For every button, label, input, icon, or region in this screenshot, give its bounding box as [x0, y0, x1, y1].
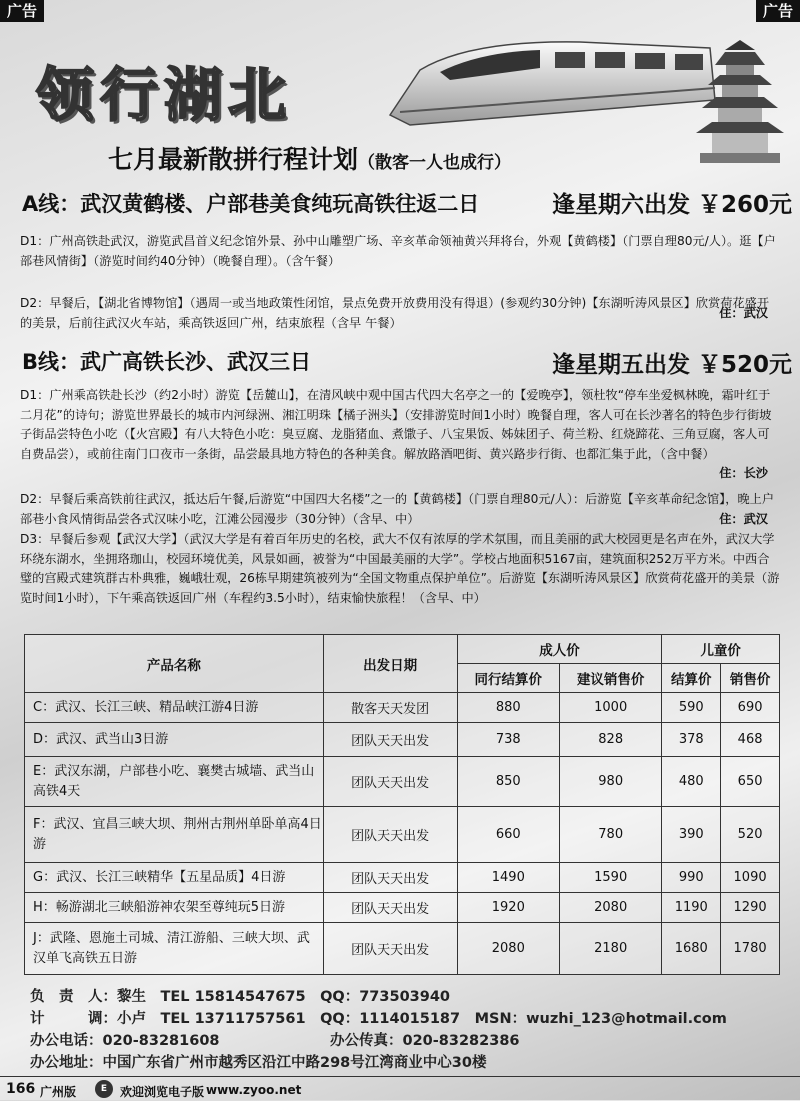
row-name: G：武汉、长江三峡精华【五星品质】4日游	[25, 863, 324, 893]
row-name: H：畅游湖北三峡船游神农架至尊纯玩5日游	[25, 893, 324, 923]
table-row	[25, 923, 780, 975]
row-name: C：武汉、长江三峡、精品峡江游4日游	[25, 693, 324, 723]
row-child-retail: 690	[721, 693, 780, 723]
row-child-settle: 590	[662, 693, 721, 723]
line-b-day1-text: D1：广州乘高铁赴长沙（约2小时）游览【岳麓山】，在清风峡中观中国古代四大名亭之一的【爱晚亭】，领杜牧“停车坐爱枫林晚，霜叶红于二月花”的诗句；游览世界最长的城市内河绿洲、湘江明珠【橘子洲头】（安排游览时间1小时）晚餐自理，客人可在长沙著名的特色步行街坡子街品尝特色小吃（【火宫殿】有八大特色小吃：臭豆腐、龙脂猪血、煮馓子、八宝果饭、姊妹团子、荷兰粉、红烧蹄花、三角豆腐，客人可自费品尝），或前往南门口夜市一条街，品尝最具地方特色的各种美食。解放路酒吧街、黄兴路步行街、也都汇集于此，（含中餐）	[20, 388, 772, 461]
row-adult-peer: 850	[457, 757, 559, 807]
subtitle-main: 七月最新散拼行程计划	[108, 145, 359, 174]
row-child-retail: 1090	[721, 863, 780, 893]
row-adult-retail: 1000	[560, 693, 662, 723]
row-date: 团队天天出发	[323, 923, 457, 975]
line-a-day1-stay: 住：武汉	[719, 306, 768, 320]
header-adult: 成人价	[457, 635, 662, 664]
row-date: 散客天天发团	[323, 693, 457, 723]
row-adult-retail: 980	[560, 757, 662, 807]
row-adult-retail: 1590	[560, 863, 662, 893]
row-adult-retail: 828	[560, 723, 662, 757]
header-child: 儿童价	[662, 635, 780, 664]
header-product: 产品名称	[25, 635, 324, 693]
header-adult-retail: 建议销售价	[560, 664, 662, 693]
header-adult-peer: 同行结算价	[457, 664, 559, 693]
line-b-depart: 逢星期五出发 ￥520元	[552, 352, 793, 378]
row-name: J：武隆、恩施土司城、清江游船、三峡大坝、武汉单飞高铁五日游	[25, 923, 324, 975]
line-a-day1-text: D1：广州高铁赴武汉，游览武昌首义纪念馆外景、孙中山雕塑广场、辛亥革命领袖黄兴拜将台，外观【黄鹤楼】（门票自理80元/人）。逛【户部巷风情街】（游览时间约40分钟）（晚餐自理）。（含午餐）	[20, 234, 776, 268]
header-date: 出发日期	[323, 635, 457, 693]
contact-office-address: 办公地址：中国广东省广州市越秀区沿江中路298号江湾商业中心30楼	[30, 1055, 487, 1071]
row-child-settle: 378	[662, 723, 721, 757]
row-name: E：武汉东湖，户部巷小吃、襄樊古城墙、武当山高铁4天	[25, 757, 324, 807]
line-a-day2-text: D2：早餐后，【湖北省博物馆】（遇周一或当地政策性闭馆，景点免费开放费用没有得退）(参观约30分钟)【东湖听涛风景区】欣赏荷花盛开的美景，后前往武汉火车站，乘高铁返回广州，结束旅程（含早 午餐）	[20, 296, 770, 330]
row-date: 团队天天出发	[323, 807, 457, 863]
row-adult-peer: 660	[457, 807, 559, 863]
row-adult-peer: 738	[457, 723, 559, 757]
row-child-settle: 390	[662, 807, 721, 863]
line-b-title: B线：武广高铁长沙、武汉三日	[22, 350, 312, 374]
high-speed-train-illustration	[380, 30, 740, 140]
row-name: D：武汉、武当山3日游	[25, 723, 324, 757]
line-a-day2	[20, 294, 780, 333]
line-b-day2-stay: 住：武汉	[719, 512, 768, 526]
table-row	[25, 723, 780, 757]
row-adult-peer: 880	[457, 693, 559, 723]
line-b-day2-text: D2：早餐后乘高铁前往武汉，抵达后午餐,后游览“中国四大名楼”之一的【黄鹤楼】（门票自理80元/人）：后游览【辛亥革命纪念馆】，晚上户部巷小食风情街品尝各式汉味小吃，江滩公园漫步（30分钟）（含早、中）	[20, 492, 775, 526]
footer-slogan: 欢迎浏览电子版	[120, 1085, 205, 1099]
contact-operator: 计 调：小卢 TEL 13711757561 QQ：1114015187 MSN：wuzhi_123@hotmail.com	[30, 1011, 727, 1027]
table-row	[25, 863, 780, 893]
contact-office-phone: 办公电话：020-83281608	[30, 1033, 220, 1049]
row-child-retail: 520	[721, 807, 780, 863]
table-row	[25, 807, 780, 863]
price-table	[24, 634, 780, 975]
row-child-retail: 650	[721, 757, 780, 807]
page-footer	[0, 1076, 800, 1101]
ad-label-right: 广告	[756, 0, 800, 22]
line-b-day3	[20, 530, 780, 608]
contact-manager: 负 责 人：黎生 TEL 15814547675 QQ：773503940	[30, 989, 451, 1005]
table-row	[25, 693, 780, 723]
contact-office-fax: 办公传真：020-83282386	[330, 1033, 520, 1049]
edition-label: 广州版	[40, 1085, 77, 1099]
row-adult-peer: 1920	[457, 893, 559, 923]
header-child-retail: 销售价	[721, 664, 780, 693]
line-b-day1-stay: 住：长沙	[719, 466, 768, 480]
row-date: 团队天天出发	[323, 757, 457, 807]
row-child-settle: 990	[662, 863, 721, 893]
row-name: F：武汉、宜昌三峡大坝、荆州古荆州单卧单高4日游	[25, 807, 324, 863]
row-child-retail: 1290	[721, 893, 780, 923]
line-b-day1	[20, 386, 780, 480]
line-a-depart: 逢星期六出发 ￥260元	[552, 192, 793, 218]
line-b-day3-text: D3：早餐后参观【武汉大学】（武汉大学是有着百年历史的名校，武大不仅有浓厚的学术氛围，而且美丽的武大校园更是名声在外，武汉大学环绕东湖水，坐拥珞珈山，校园环境优美，风景如画，被誉为“中国最美丽的大学”。学校占地面积5167亩，建筑面积252万平方米。中西合璧的宫殿式建筑群古朴典雅，巍峨壮观，26栋早期建筑被列为“全国文物重点保护单位”。后游览【东湖听涛风景区】欣赏荷花盛开的美景（游览时间1小时），下午乘高铁返回广州（车程约3.5小时），结束愉快旅程！（含早、中）	[20, 532, 780, 605]
row-date: 团队天天出发	[323, 863, 457, 893]
row-adult-retail: 2180	[560, 923, 662, 975]
row-child-retail: 1780	[721, 923, 780, 975]
row-date: 团队天天出发	[323, 893, 457, 923]
row-adult-retail: 780	[560, 807, 662, 863]
table-row	[25, 757, 780, 807]
ad-label-left: 广告	[0, 0, 44, 22]
footer-website-link[interactable]: www.zyoo.net	[206, 1083, 302, 1097]
header-child-settle: 结算价	[662, 664, 721, 693]
table-row	[25, 893, 780, 923]
yellow-crane-tower-illustration	[690, 40, 790, 165]
row-child-settle: 1190	[662, 893, 721, 923]
badge-icon: E	[95, 1080, 113, 1098]
line-b-day2	[20, 490, 780, 529]
plan-subtitle	[108, 140, 511, 176]
row-adult-retail: 2080	[560, 893, 662, 923]
page-number: 166	[6, 1081, 36, 1097]
logo-text: 领行湖北	[36, 61, 293, 129]
line-a-title: A线：武汉黄鹤楼、户部巷美食纯玩高铁往返二日	[22, 192, 480, 216]
row-date: 团队天天出发	[323, 723, 457, 757]
row-child-settle: 480	[662, 757, 721, 807]
row-child-retail: 468	[721, 723, 780, 757]
row-adult-peer: 1490	[457, 863, 559, 893]
row-child-settle: 1680	[662, 923, 721, 975]
row-adult-peer: 2080	[457, 923, 559, 975]
subtitle-note: （散客一人也成行）	[358, 153, 512, 173]
